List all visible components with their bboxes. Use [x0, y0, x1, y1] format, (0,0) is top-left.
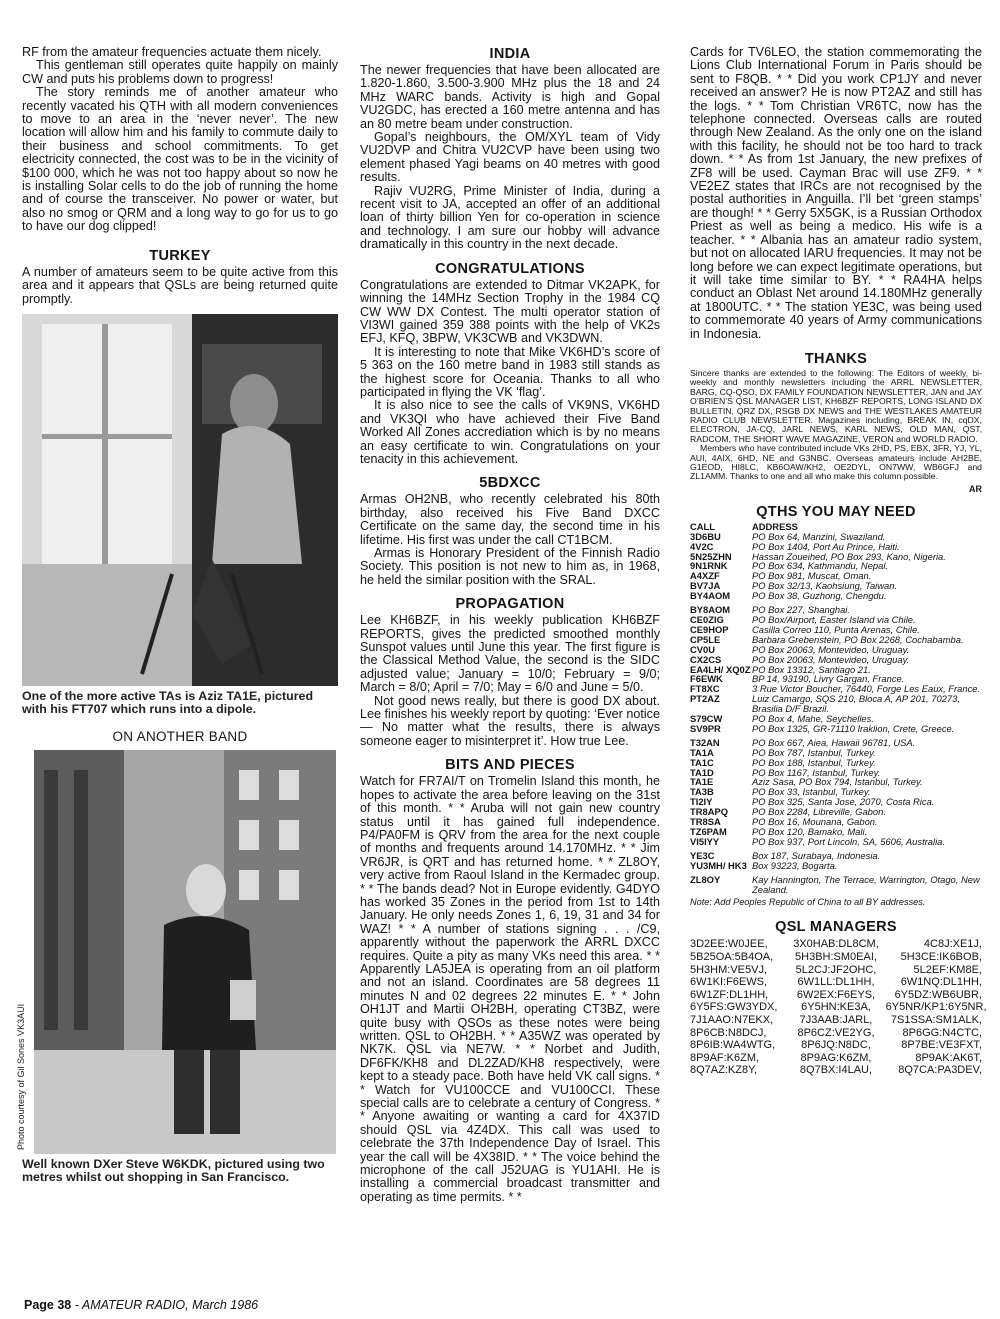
- qth-call: TA1E: [690, 776, 714, 788]
- column-middle: [360, 46, 660, 1204]
- qth-address: 3 Rue Victor Boucher, 76440, Forge Les Eaux, France.: [752, 683, 981, 695]
- qth-row: [690, 734, 982, 748]
- qth-address: Barbara Grebenstein, PO Box 2268, Cochabamba.: [752, 633, 964, 645]
- qsl-manager-entry: 8P6JQ:N8DC,: [801, 1039, 871, 1052]
- photo-block-w6kdk: [16, 750, 338, 1154]
- qth-call: TA1D: [690, 766, 714, 778]
- qth-call: BY4AOM: [690, 590, 731, 602]
- section-heading-qths: QTHS YOU MAY NEED: [756, 503, 916, 520]
- qth-address: BP 14, 93190, Livry Gargan, France.: [752, 673, 905, 685]
- section-heading-5bdxcc: 5BDXCC: [479, 475, 541, 492]
- qth-address: PO Box 188, Istanbul, Turkey.: [752, 756, 876, 768]
- photo-image: [34, 750, 336, 1154]
- qth-note: Note: Add Peoples Republic of China to all BY addresses.: [690, 897, 926, 908]
- qsl-manager-entry: 5L2EF:KM8E,: [913, 963, 982, 976]
- qsl-manager-entry: 5L2CJ:JF2OHC,: [795, 963, 877, 976]
- section-heading-qsl-managers: QSL MANAGERS: [775, 919, 897, 936]
- qth-address: PO Box 787, Istanbul, Turkey.: [752, 746, 876, 758]
- qth-call: TI2IY: [690, 796, 713, 808]
- paragraph: Gopal’s neighbours, the OM/XYL team of Vidy VU2DVP and Chitra VU2CVP have been using two element phased Yagi beams on 40 metres with good results.: [360, 130, 660, 185]
- qth-call: YE3C: [690, 849, 715, 861]
- qth-call: TA1C: [690, 756, 714, 768]
- qsl-manager-entry: 6W1KI:F6EWS,: [690, 976, 768, 989]
- section-heading-turkey: TURKEY: [149, 247, 211, 264]
- column-left: [16, 45, 338, 1185]
- qth-address: PO Box 120, Bamako, Mali.: [752, 826, 868, 837]
- qth-row: [690, 861, 982, 871]
- qth-call: PT2AZ: [690, 693, 720, 705]
- qsl-manager-entry: 6Y5DZ:WB6UBR,: [894, 988, 982, 1001]
- qth-address: PO Box 16, Mounana, Gabon.: [752, 816, 878, 828]
- qth-address: PO Box 13312, Santiago 21.: [752, 663, 871, 675]
- qsl-manager-entry: 4C8J:XE1J,: [923, 938, 982, 951]
- qth-call: SV9PR: [690, 722, 721, 734]
- qth-call: BY8AOM: [690, 604, 731, 616]
- qsl-manager-entry: 7S1SSA:SM1ALK,: [890, 1014, 982, 1026]
- qth-call: TZ6PAM: [690, 826, 727, 837]
- page-footer: [24, 1298, 258, 1312]
- qsl-manager-entry: 6W1NQ:DL1HH,: [900, 976, 982, 989]
- section-heading-on-another-band: ON ANOTHER BAND: [112, 728, 248, 744]
- qth-address: Aziz Sasa, PO Box 794, Istanbul, Turkey.: [752, 776, 923, 788]
- qth-call: S79CW: [690, 713, 723, 725]
- paragraph: The story reminds me of another amateur who recently vacated his QTH with all modern conveniences to move to an area in the ‘never never’. The new location will allow him and his family to commute daily to their business and school commitments. To get electricity connected, the cost was to be in the vicinity of $100 000, which he was not too happy about so now he is installing Solar cells to do the job of running the home and of course the transceiver. No power or water, but also no smog or QRM and a long way to go for us to go to have our dog clipped!: [22, 85, 338, 234]
- paragraph: RF from the amateur frequencies actuate them nicely.: [22, 45, 322, 59]
- qth-address: PO Box 981, Muscat, Oman.: [752, 570, 872, 582]
- qsl-manager-entry: 8P6CZ:VE2YG,: [797, 1026, 875, 1039]
- qth-call: VI5IYY: [690, 835, 720, 847]
- column-header-address: ADDRESS: [752, 520, 798, 532]
- qth-address: PO Box 20063, Montevideo, Uruguay.: [752, 643, 910, 655]
- paragraph: Cards for TV6LEO, the station commemorating the Lions Club International Forum in Paris should be sent to F8QB. * * Did you work CP1JY and never received an answer? He is now PT2AZ and still has the logs. * * Tom Christian VR6TC, now has the telephone connected. Overseas calls are routed through New Zealand. As the only one on the island with this facility, he should not be too hard to track down. * * As from 1st January, the new prefixes of ZF8 will be used. Cayman Brac will use ZF9. * * VE2EZ states that IRCs are not recognised by the postal authorities in Anguilla. I’ll bet ‘green stamps’ are though! * * Gerry 5X5GK, is a Russian Orthodox Priest as well as being a medico. His wife is a teacher. * * Albania has an amateur radio system, but not on allocated IARU frequencies. It may not be long before we can expect legitimate operations, but it will take time similar to BY. * * RA4HA helps conduct an Oblast Net around 14.180MHz generally at 1800UTC. * * The station YE3C, was being used to commemorate 40 years of Army communications in Indonesia.: [690, 45, 982, 341]
- qsl-manager-entry: 8Q7AZ:KZ8Y,: [690, 1064, 758, 1077]
- qsl-manager-entry: 8P6GG:N4CTC,: [902, 1026, 982, 1039]
- qth-call: 3D6BU: [690, 530, 721, 542]
- qth-address: PO Box 20063, Montevideo, Uruguay.: [752, 653, 910, 665]
- qsl-manager-entry: 8P7BE:VE3FXT,: [901, 1039, 982, 1052]
- qth-call: TA3B: [690, 786, 714, 798]
- paragraph: It is interesting to note that Mike VK6HD’s score of 5 363 on the 160 metre band in 1983 still stands as the highest score for Oceania. Thanks to all who participated in flying the VK ‘flag’.: [360, 344, 660, 399]
- qth-row: [690, 871, 982, 895]
- qth-call: YU3MH/ HK3: [690, 859, 747, 871]
- section-heading-thanks: THANKS: [804, 350, 868, 367]
- qth-address: PO Box 1404, Port Au Prince, Haiti.: [752, 540, 900, 552]
- qth-row: [690, 724, 982, 734]
- qth-call: BV7JA: [690, 580, 721, 592]
- qth-call: F6EWK: [690, 673, 723, 685]
- paragraph: It is also nice to see the calls of VK9NS, VK6HD and VK3QI who have achieved their Five Band Worked All Zones accrediation which is by no means an easy certificate to win. Congratulations on your tenacity in this achievement.: [360, 398, 660, 466]
- qth-call: CP5LE: [690, 633, 721, 645]
- qth-row: [690, 847, 982, 861]
- photo-image: [22, 314, 338, 686]
- qth-address: PO Box 667, Aiea, Hawaii 96781, USA.: [752, 736, 916, 748]
- paragraph: This gentleman still operates quite happily on mainly CW and puts his problems down to progress!: [22, 58, 338, 86]
- qsl-manager-entry: 5H3HM:VE5VJ,: [690, 963, 768, 976]
- qth-address: Box 93223, Bogarta.: [752, 859, 838, 871]
- column-header-call: CALL: [690, 520, 715, 532]
- paragraph: Not good news really, but there is good DX about. Lee finishes his weekly report by quoting: ‘Ever notice — No matter what the results, there is always someone eager to misinterpret it’. How true Lee.: [360, 693, 660, 748]
- qsl-manager-entry: 5H3CE:IK6BOB,: [900, 951, 982, 964]
- qth-address: PO Box 325, Santa Jose, 2070, Costa Rica.: [752, 796, 935, 808]
- qth-address: PO Box 937, Port Lincoln, SA, 5606, Australia.: [752, 835, 945, 847]
- qsl-manager-entry: 3D2EE:W0JEE,: [690, 938, 768, 951]
- paragraph: Congratulations are extended to Ditmar VK2APK, for winning the 14MHz Section Trophy in the 1984 CQ CW WW DX Contest. The multi operator station of VI3WI gained 359 388 points with the help of VK2s EFJ, KFQ, 3BPW, VK3CWB and VK3DWN.: [360, 277, 660, 346]
- qth-address: Kay Hannington, The Terrace, Warrington, Otago, New Zealand.: [752, 873, 980, 895]
- qsl-manager-entry: 5H3BH:SM0EAI,: [795, 951, 877, 964]
- qth-address: PO Box 634, Kathmandu, Nepal.: [752, 560, 889, 572]
- qsl-manager-entry: 8P9AG:K6ZM,: [800, 1051, 872, 1064]
- qth-address: PO Box/Airport, Easter Island via Chile.: [752, 613, 916, 625]
- qsl-managers-list: [690, 938, 987, 1077]
- qth-call: FT8XC: [690, 683, 720, 695]
- paragraph: A number of amateurs seem to be quite active from this area and it appears that QSLs are being returned quite promptly.: [22, 264, 338, 306]
- qth-address: PO Box 32/13, Kaohsiung, Taiwan.: [752, 580, 898, 592]
- qth-address: PO Box 4, Mahe, Seychelles.: [752, 713, 874, 725]
- qsl-manager-entry: 8P9AK:AK6T,: [915, 1051, 982, 1064]
- qth-row: [690, 601, 982, 615]
- qth-address: Casilla Correo 110, Punta Arenas, Chile.: [752, 623, 920, 635]
- publication-info: - AMATEUR RADIO, March 1986: [71, 1298, 259, 1312]
- qth-call: EA4LH/ XQ0Z: [690, 663, 751, 675]
- qsl-manager-entry: 6Y5NR/KP1:6Y5NR,: [885, 1001, 987, 1014]
- paragraph: Members who have contributed include VKs 2HD, PS, EBX, 3FR, YJ, YL, AUI, 4AIX, 6HD, NE and G3NBC. Overseas amateurs include AH2BE, G1EOD, HI8LC, KB6OAW/KH2, OE2DYL, ON7WW, WB6GFJ and ZL1AMM. Thanks to one and all who make this column possible.: [690, 443, 982, 482]
- qth-address: PO Box 227, Shanghai.: [752, 604, 850, 616]
- qth-row: [690, 655, 982, 665]
- qth-address: PO Box 33, Istanbul, Turkey.: [752, 786, 871, 798]
- qth-call: CE0ZIG: [690, 613, 724, 625]
- section-heading-propagation: PROPAGATION: [455, 596, 565, 613]
- qth-call: TR8SA: [690, 816, 721, 828]
- qth-call: CE9HOP: [690, 623, 729, 635]
- qth-address: PO Box 1325, GR-71110 Iraklion, Crete, Greece.: [752, 722, 955, 734]
- qsl-manager-entry: 6W2EX:F6EYS,: [796, 988, 876, 1001]
- qth-call: A4XZF: [690, 570, 720, 582]
- qth-call: CX2CS: [690, 653, 722, 665]
- photo-credit: Photo courtesy of Gil Sones VK3AUI: [16, 1003, 26, 1150]
- qsl-manager-entry: 3X0HAB:DL8CM,: [793, 938, 879, 951]
- qth-call: TR8APQ: [690, 806, 729, 818]
- photo-caption: Well known DXer Steve W6KDK, pictured using two metres whilst out shopping in San Francisco.: [22, 1156, 325, 1185]
- qsl-manager-entry: 6W1LL:DL1HH,: [797, 976, 875, 989]
- qsl-manager-entry: 6W1ZF:DL1HH,: [690, 988, 769, 1001]
- paragraph: The newer frequencies that have been allocated are 1.820-1.860, 3.500-3.900 MHz plus the 18 and 24 MHz WARC bands. Activity is high and Gopal VU2GDC, has erected a 160 metre antenna and has an 80 metre beam under construction.: [360, 63, 660, 131]
- paragraph: Sincere thanks are extended to the following: The Editors of weekly, bi-weekly and monthly newsletters including the ARRL NEWSLETTER, BARG, CQ-QSO, DX FAMILY FOUNDATION NEWSLETTER, JAN and JAY O’BRIEN’S QSL MANAGER LIST, KH6BZF REPORTS, LONG ISLAND DX BULLETIN, QRZ DX, RSGB DX NEWS and THE WESTLAKES AMATEUR RADIO CLUB NEWSLETTER. Magazines including, BREAK IN, cqDX, ELECTRON, JA-CQ, JARL NEWS, KARL NEWS, OLD MAN, QST, RADCOM, THE SHORT WAVE MAGAZINE, VERON and WORLD RADIO.: [690, 367, 982, 444]
- qsl-manager-entry: 8Q7BX:I4LAU,: [799, 1064, 873, 1077]
- paragraph: Watch for FR7AI/T on Tromelin Island this month, he hopes to activate the area before leaving on the 31st of this month. * * Aruba will not gain new country status until it has gained full independence. P4/PA0FM is QRV from the area for the next couple of months and frequents around 14.170MHz. * * Jim VR6JR, is QRT and has returned home. * * ZL8OY, very active from Raoul Island in the Kermadec group. * * The bands dead? Not in Europe evidently. G4DYO has worked 35 Zones in the period from 1st to 14th January. He only needs Zones 1, 6, 19, 31 and 34 for WAZ! * * A number of stations signing . . . /C9, apparently without the paperwork the ARRL DXCC requires. Quite a pity as many VKs need this area. * * Apparently LA5JEA is operating from an oil platform and not an island. Coordinates are 58 degrees 11 minutes N and 02 degrees 22 minutes E. * * John OH1JT and Martii OH2BH, operating CT3BZ, were quite busy with QSOs as these notes were being written. QSL to OH2BH. * * A35WZ was operated by NK7K. QSL via NE7W. * * Norbet and Judith, DF6FK/KH8 and DL2ZAD/KH8 respectively, were kept to a steady pace. Both have held VK call signs. * * Watch for VU100CCE and VU100CCI. These special calls are to celebrate a century of Congress. * * Anyone awaiting or wanting a card for 4X37ID should QSL via 4Z4DX. This call was used to celebrate the 37th Independence Day of Israel. This year the call will be 4X38ID. * * The voice behind the microphone of the call J52UAG is YU1AHI. He is installing a commercial broadcast transmitter and operating as time permits. * *: [360, 774, 660, 1204]
- qth-call: T32AN: [690, 736, 720, 748]
- qth-address: PO Box 64, Manzini, Swaziland.: [752, 530, 886, 542]
- qsl-manager-entry: 8P6IB:WA4WTG,: [690, 1039, 776, 1052]
- section-heading-india: INDIA: [489, 46, 531, 62]
- section-heading-bits-and-pieces: BITS AND PIECES: [445, 757, 575, 774]
- section-heading-congratulations: CONGRATULATIONS: [435, 260, 585, 277]
- paragraph: Armas OH2NB, who recently celebrated his 80th birthday, also received his Five Band DXCC Certificate on the same day, the second time in his lifetime. His first was under the call CT1BCM.: [360, 492, 660, 547]
- qth-row: [690, 837, 982, 847]
- qth-call: TA1A: [690, 746, 714, 758]
- paragraph: Rajiv VU2RG, Prime Minister of India, during a recent visit to JA, accepted an offer of an additional loan of thirty billion Yen for co-operation in science and technology. I am sure our hobby will advance dramatically in this country in the next decade.: [360, 183, 660, 252]
- photo-steve-w6kdk: [34, 750, 336, 1154]
- qth-call: ZL8OY: [690, 873, 721, 885]
- qth-call: 4V2C: [690, 540, 714, 552]
- paragraph: Armas is Honorary President of the Finnish Radio Society. This position is not new to him as, in 1968, he held the similar position with the SRAL.: [360, 546, 660, 587]
- qsl-manager-entry: 8Q7CA:PA3DEV,: [898, 1064, 982, 1077]
- qth-address: PO Box 2284, Libreville, Gabon.: [752, 806, 886, 818]
- qsl-manager-entry: 8P6CB:N8DCJ,: [690, 1026, 767, 1039]
- qth-row: [690, 694, 982, 714]
- photo-aziz-ta1e: [22, 314, 338, 686]
- qsl-manager-entry: 8P9AF:K6ZM,: [690, 1051, 760, 1064]
- qsl-manager-entry: 6Y5FS:GW3YDX,: [690, 1001, 778, 1014]
- author-sign: AR: [969, 483, 982, 494]
- photo-caption: One of the more active TAs is Aziz TA1E, pictured with his FT707 which runs into a dipole.: [22, 688, 314, 717]
- qth-address: Box 187, Surabaya, Indonesia.: [752, 849, 881, 861]
- qth-address: Hassan Zoueihed, PO Box 293, Kano, Nigeria.: [752, 550, 946, 562]
- qth-call: 5N25ZHN: [690, 550, 732, 562]
- qsl-manager-entry: 5B25OA:5B4OA,: [690, 951, 774, 964]
- qth-row: [690, 591, 982, 601]
- qth-call: 9N1RNK: [690, 560, 728, 572]
- qth-address: Luiz Camargo, SQS 210, Bloca A, AP 201, 70273, Brasilia D/F Brazil.: [752, 693, 960, 715]
- qth-address: PO Box 38, Guzhong, Chengdu.: [752, 590, 887, 602]
- page-number: Page 38: [24, 1298, 72, 1312]
- qsl-manager-entry: 7J3AAB:JARL,: [799, 1014, 873, 1026]
- qth-address: PO Box 1167, Istanbul, Turkey.: [752, 766, 881, 778]
- qth-table: [690, 522, 982, 895]
- qsl-manager-entry: 6Y5HN:KE3A,: [801, 1001, 871, 1014]
- qsl-manager-entry: 7J1AAO:N7EKX,: [690, 1014, 774, 1026]
- qth-call: CV0U: [690, 643, 716, 655]
- paragraph: Lee KH6BZF, in his weekly publication KH6BZF REPORTS, gives the predicted smoothed monthly Sunspot values until June this year. The first figure is the Classical Method Value, the second is the SIDC adjusted value; January = 10/0; February = 9/0; March = 8/0; April = 7/0; May = 6/0 and June = 5/0.: [360, 613, 660, 695]
- column-right: [690, 45, 987, 1077]
